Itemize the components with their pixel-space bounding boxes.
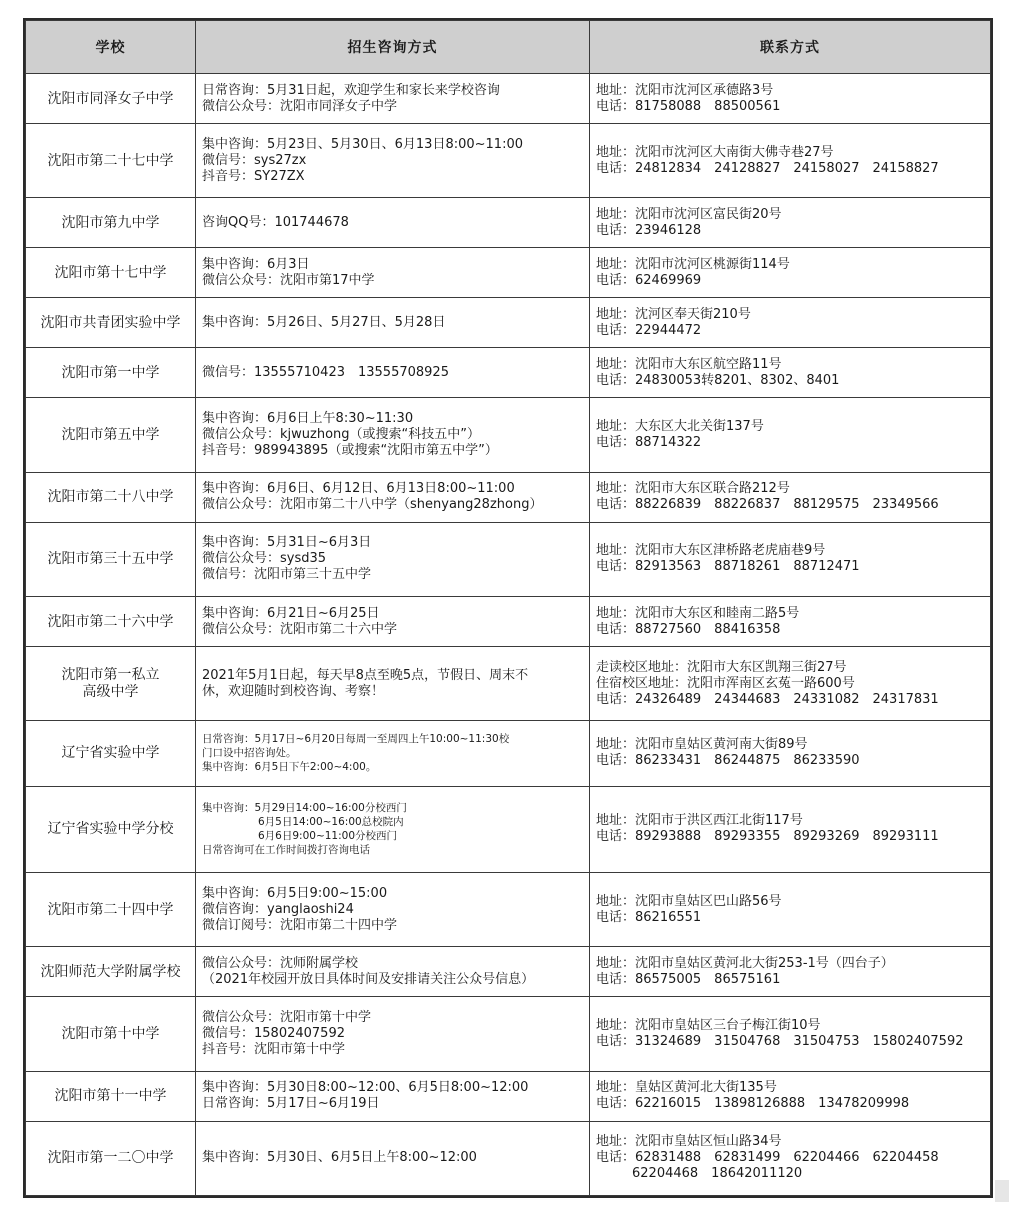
- table-header-row: [26, 21, 991, 74]
- table-row: [26, 786, 991, 872]
- consult-cell: 集中咨询：6月6日上午8:30~11:30 微信公众号：kjwuzhong（或搜索“科技五中”） 抖音号：989943895（或搜索“沈阳市第五中学”）: [196, 398, 590, 472]
- consult-cell: 集中咨询：6月5日9:00~15:00 微信咨询：yanglaoshi24 微信订阅号：沈阳市第二十四中学: [196, 872, 590, 946]
- table-row: [26, 398, 991, 472]
- table-row: [26, 947, 991, 997]
- table-row: [26, 522, 991, 596]
- school-name: 沈阳市第二十四中学: [26, 872, 196, 946]
- consult-cell: 集中咨询：5月31日~6月3日 微信公众号：sysd35 微信号：沈阳市第三十五中学: [196, 522, 590, 596]
- school-name: 沈阳师范大学附属学校: [26, 947, 196, 997]
- consult-cell: 集中咨询：5月23日、5月30日、6月13日8:00~11:00 微信号：sys27zx 抖音号：SY27ZX: [196, 124, 590, 198]
- table-row: [26, 721, 991, 786]
- contact-cell: 地址：沈阳市沈河区大南街大佛寺巷27号 电话：24812834 24128827 24158027 24158827: [590, 124, 991, 198]
- table-row: [26, 1121, 991, 1195]
- school-name: 沈阳市第五中学: [26, 398, 196, 472]
- table-row: [26, 298, 991, 348]
- contact-cell: 地址：沈阳市皇姑区三台子梅江街10号 电话：31324689 31504768 31504753 15802407592: [590, 997, 991, 1071]
- consult-cell: 日常咨询：5月31日起，欢迎学生和家长来学校咨询 微信公众号：沈阳市同泽女子中学: [196, 74, 590, 124]
- contact-cell: 地址：沈阳市皇姑区恒山路34号 电话：62831488 62831499 62204466 62204458 62204468 18642011120: [590, 1121, 991, 1195]
- consult-cell: 集中咨询：6月6日、6月12日、6月13日8:00~11:00 微信公众号：沈阳市第二十八中学（shenyang28zhong）: [196, 472, 590, 522]
- table-row: [26, 248, 991, 298]
- contact-cell: 地址：沈河区奉天街210号 电话：22944472: [590, 298, 991, 348]
- contact-cell: 地址：沈阳市于洪区西江北街117号 电话：89293888 89293355 89293269 89293111: [590, 786, 991, 872]
- contact-cell: 地址：沈阳市沈河区富民街20号 电话：23946128: [590, 198, 991, 248]
- school-name: 沈阳市共青团实验中学: [26, 298, 196, 348]
- header-consult: 招生咨询方式: [196, 21, 590, 74]
- consult-cell: 集中咨询：6月3日 微信公众号：沈阳市第17中学: [196, 248, 590, 298]
- header-school: 学校: [26, 21, 196, 74]
- table-row: [26, 472, 991, 522]
- table-row: [26, 597, 991, 647]
- table-body: [26, 74, 991, 1196]
- school-name: 沈阳市第十一中学: [26, 1071, 196, 1121]
- school-name: 沈阳市第二十七中学: [26, 124, 196, 198]
- school-name: 沈阳市第一二〇中学: [26, 1121, 196, 1195]
- contact-cell: 地址：沈阳市皇姑区黄河北大街253-1号（四台子） 电话：86575005 86575161: [590, 947, 991, 997]
- consult-cell: 微信公众号：沈师附属学校 （2021年校园开放日具体时间及安排请关注公众号信息）: [196, 947, 590, 997]
- table-row: [26, 1071, 991, 1121]
- school-name: 辽宁省实验中学: [26, 721, 196, 786]
- consult-cell: 集中咨询：5月26日、5月27日、5月28日: [196, 298, 590, 348]
- table-row: [26, 348, 991, 398]
- admissions-table: [25, 20, 991, 1196]
- contact-cell: 地址：大东区大北关街137号 电话：88714322: [590, 398, 991, 472]
- school-name: 沈阳市第九中学: [26, 198, 196, 248]
- consult-cell: 微信公众号：沈阳市第十中学 微信号：15802407592 抖音号：沈阳市第十中学: [196, 997, 590, 1071]
- header-contact: 联系方式: [590, 21, 991, 74]
- consult-cell: 2021年5月1日起，每天早8点至晚5点，节假日、周末不 休，欢迎随时到校咨询、考察！: [196, 647, 590, 721]
- admissions-table-frame: [23, 18, 993, 1198]
- school-name: 沈阳市第二十六中学: [26, 597, 196, 647]
- contact-cell: 地址：沈阳市皇姑区黄河南大街89号 电话：86233431 86244875 86233590: [590, 721, 991, 786]
- school-name: 沈阳市第一中学: [26, 348, 196, 398]
- school-name: 沈阳市第三十五中学: [26, 522, 196, 596]
- contact-cell: 地址：沈阳市沈河区承德路3号 电话：81758088 88500561: [590, 74, 991, 124]
- consult-cell: 集中咨询：5月30日、6月5日上午8:00~12:00: [196, 1121, 590, 1195]
- consult-cell: 集中咨询：6月21日~6月25日 微信公众号：沈阳市第二十六中学: [196, 597, 590, 647]
- contact-cell: 地址：沈阳市沈河区桃源街114号 电话：62469969: [590, 248, 991, 298]
- school-name: 沈阳市同泽女子中学: [26, 74, 196, 124]
- consult-cell: 咨询QQ号：101744678: [196, 198, 590, 248]
- school-name: 沈阳市第十七中学: [26, 248, 196, 298]
- table-row: [26, 872, 991, 946]
- school-name: 沈阳市第十中学: [26, 997, 196, 1071]
- consult-cell: 集中咨询：5月30日8:00~12:00、6月5日8:00~12:00 日常咨询：5月17日~6月19日: [196, 1071, 590, 1121]
- contact-cell: 地址：沈阳市大东区津桥路老虎庙巷9号 电话：82913563 88718261 88712471: [590, 522, 991, 596]
- contact-cell: 地址：沈阳市大东区联合路212号 电话：88226839 88226837 88129575 23349566: [590, 472, 991, 522]
- page-edge-mark: [995, 1180, 1009, 1202]
- contact-cell: 走读校区地址：沈阳市大东区凯翔三街27号 住宿校区地址：沈阳市浑南区玄菟一路600号 电话：24326489 24344683 24331082 24317831: [590, 647, 991, 721]
- table-row: [26, 198, 991, 248]
- table-row: [26, 124, 991, 198]
- school-name: 辽宁省实验中学分校: [26, 786, 196, 872]
- table-row: [26, 647, 991, 721]
- contact-cell: 地址：沈阳市大东区和睦南二路5号 电话：88727560 88416358: [590, 597, 991, 647]
- contact-cell: 地址：沈阳市皇姑区巴山路56号 电话：86216551: [590, 872, 991, 946]
- consult-cell: 日常咨询：5月17日~6月20日每周一至周四上午10:00~11:30校 门口设中招咨询处。 集中咨询：6月5日下午2:00~4:00。: [196, 721, 590, 786]
- table-row: [26, 997, 991, 1071]
- school-name: 沈阳市第二十八中学: [26, 472, 196, 522]
- table-row: [26, 74, 991, 124]
- contact-cell: 地址：沈阳市大东区航空路11号 电话：24830053转8201、8302、8401: [590, 348, 991, 398]
- consult-cell: 集中咨询：5月29日14:00~16:00分校西门 6月5日14:00~16:00总校院内 6月6日9:00~11:00分校西门 日常咨询可在工作时间拨打咨询电话: [196, 786, 590, 872]
- contact-cell: 地址：皇姑区黄河北大街135号 电话：62216015 13898126888 13478209998: [590, 1071, 991, 1121]
- school-name: 沈阳市第一私立 高级中学: [26, 647, 196, 721]
- consult-cell: 微信号：13555710423 13555708925: [196, 348, 590, 398]
